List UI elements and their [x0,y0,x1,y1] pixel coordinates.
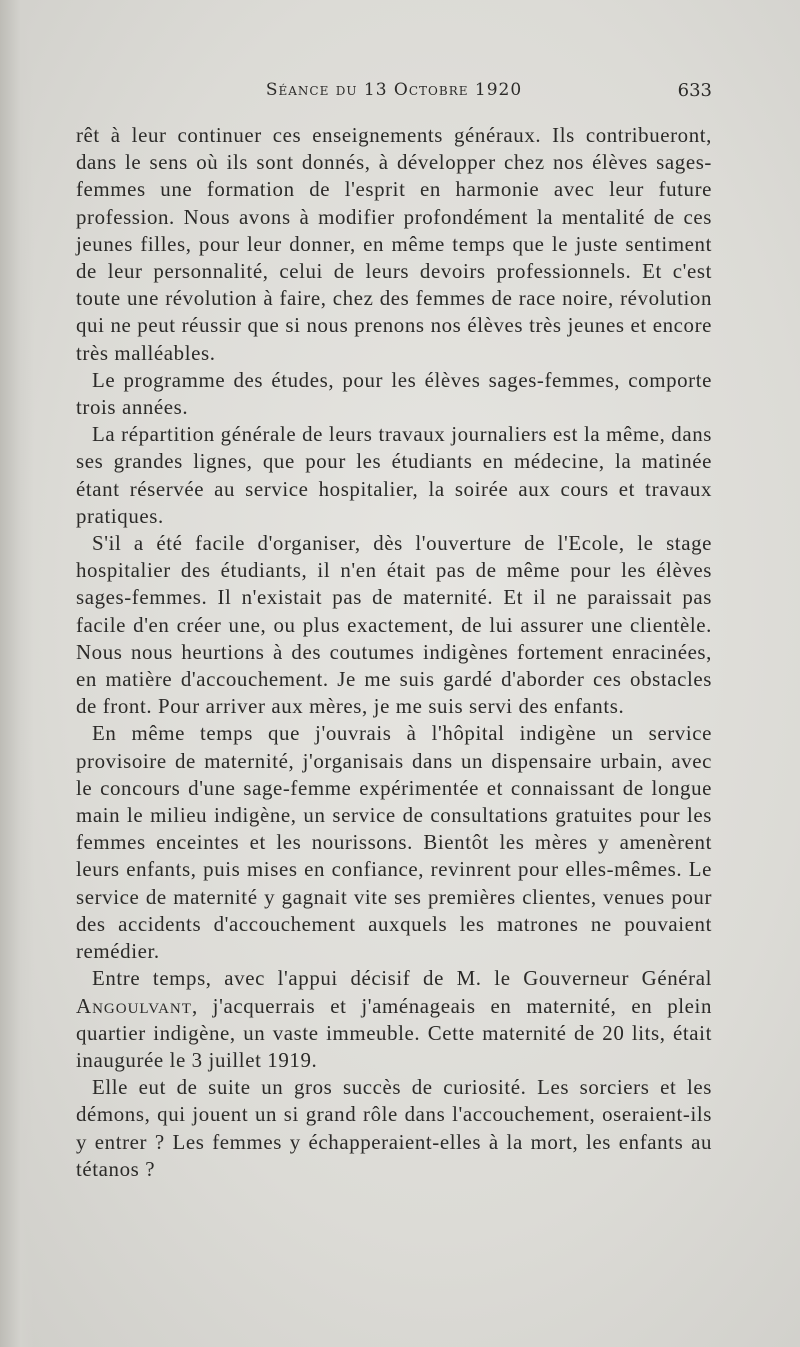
page-number: 633 [677,80,712,101]
paragraph-repartition: La répartition générale de leurs travaux journaliers est la même, dans ses grandes lignes, que pour les étudiants en médecine, la matinée étant réservée au service hospitalier, la soirée aux cours et travaux pratiques. [76,422,712,528]
paragraph-entre-temps-start: Entre temps, avec l'appui décisif de M. le Gouverneur Général [92,966,712,991]
paragraph-maternite-provisoire: En même temps que j'ouvrais à l'hôpital indigène un service provisoire de maternité, j'organisais dans un dispensaire urbain, avec le concours d'une sage-femme expérimentée et connaissant de longue main le milieu indigène, un service de consultations gratuites pour les femmes enceintes et les nourissons. Bientôt les mères y amenèrent leurs enfants, puis mises en confiance, revinrent pour elles-mêmes. Le service de maternité y gagnait vite ses premières clientes, venues pour des accidents d'accouchement auxquels les matrones ne pouvaient remédier. [76,721,712,964]
paragraph-entre-temps-end: , j'acquerrais et j'aménageais en maternité, en plein quartier indigène, un vaste immeuble. Cette maternité de 20 lits, était inaugurée le 3 juillet 1919. [76,993,712,1072]
spine-shadow [0,0,34,1347]
governor-name: Angoulvant [76,993,192,1018]
page-header [76,80,712,108]
running-head: Séance du 13 Octobre 1920 [265,80,523,100]
paragraph-programme: Le programme des études, pour les élèves sages-femmes, comporte trois années. [76,367,712,420]
body-text [76,122,712,1183]
paragraph-continuation: rêt à leur continuer ces enseignements généraux. Ils contribueront, dans le sens où ils sont donnés, à développer chez nos élèves sages-femmes une formation de l'esprit en harmonie avec leur future profession. Nous avons à modifier profondément la mentalité de ces jeunes filles, pour leur donner, en même temps que le juste sentiment de leur personnalité, celui de leurs devoirs professionnels. Et c'est toute une révolution à faire, chez des femmes de race noire, révolution qui ne peut réussir que si nous prenons nos élèves très jeunes et encore très malléables. [76,123,712,365]
paragraph-stage: S'il a été facile d'organiser, dès l'ouverture de l'Ecole, le stage hospitalier des étudiants, il n'en était pas de même pour les élèves sages-femmes. Il n'existait pas de maternité. Et il ne paraissait pas facile d'en créer une, ou plus exactement, de lui assurer une clientèle. Nous nous heurtions à des coutumes indigènes fortement enracinées, en matière d'accouchement. Je me suis gardé d'aborder ces obstacles de front. Pour arriver aux mères, je me suis servi des enfants. [76,531,712,719]
paragraph-succes: Elle eut de suite un gros succès de curiosité. Les sorciers et les démons, qui jouent un si grand rôle dans l'accouchement, oseraient-ils y entrer ? Les femmes y échapperaient-elles à la mort, les enfants au tétanos ? [76,1075,712,1181]
paragraph-entre-temps [76,965,712,1074]
